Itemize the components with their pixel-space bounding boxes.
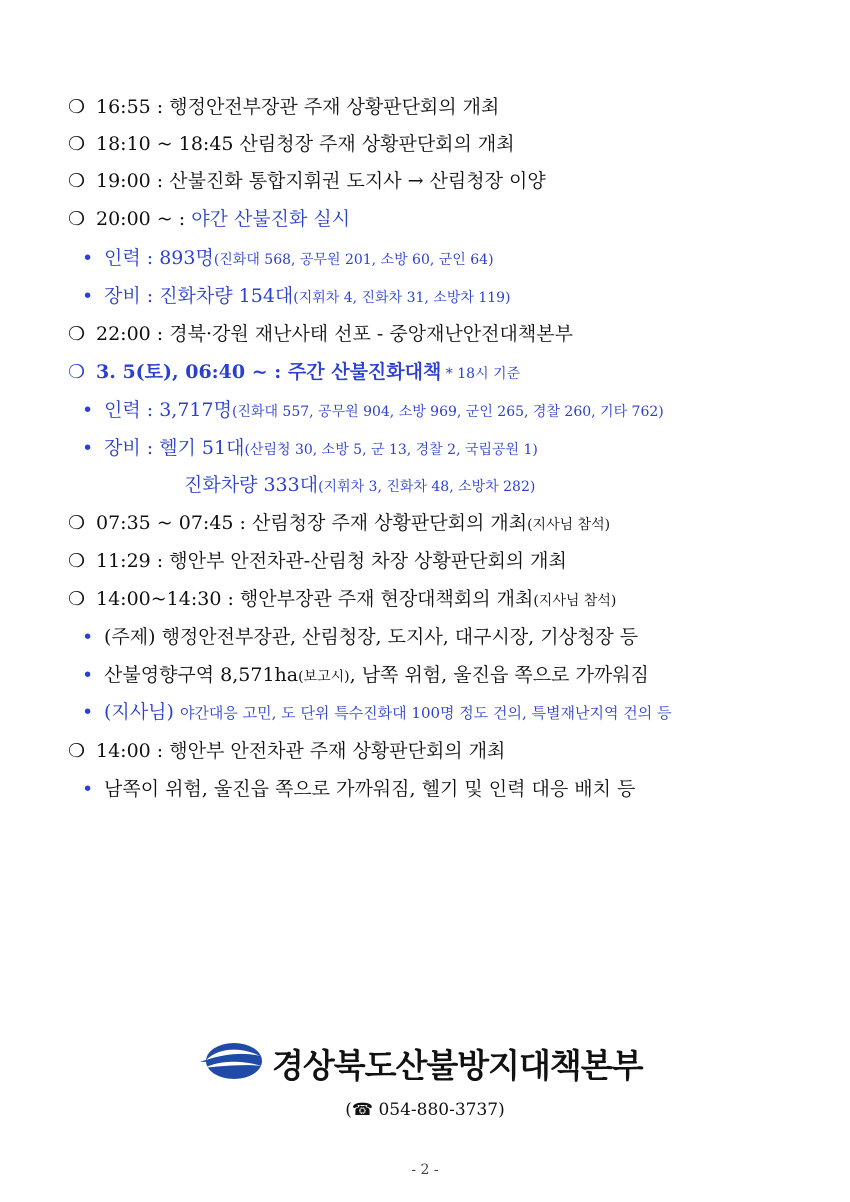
- item-main: 3. 5(토), 06:40 ~ : 주간 산불진화대책: [96, 361, 442, 383]
- sub-item: [68, 776, 635, 802]
- item-detail: (보고시): [298, 669, 350, 685]
- item-text: 18:10 ~ 18:45 산림청장 주재 상황판단회의 개최: [96, 133, 515, 155]
- sub-item: [68, 397, 664, 425]
- circle-bullet-icon: ❍: [68, 323, 86, 345]
- dot-bullet-icon: •: [82, 437, 94, 459]
- item-note: * 18시 기준: [441, 366, 521, 382]
- item-detail: (산림청 30, 소방 5, 군 13, 경찰 2, 국립공원 1): [244, 442, 538, 458]
- timeline-item: [68, 510, 610, 538]
- sub-item: [68, 245, 494, 273]
- circle-bullet-icon: ❍: [68, 740, 86, 762]
- timeline-item: [68, 168, 546, 194]
- item-main: 장비 : 진화차량 154대: [104, 285, 294, 307]
- org-logo: [200, 1034, 650, 1090]
- dot-bullet-icon: •: [82, 778, 94, 800]
- item-detail: (지휘차 3, 진화차 48, 소방차 282): [318, 479, 536, 495]
- org-name: 경상북도산불방지대책본부: [272, 1046, 643, 1085]
- item-text: (주제) 행정안전부장관, 산림청장, 도지사, 대구시장, 기상청장 등: [104, 626, 639, 648]
- sub-item: [68, 699, 672, 726]
- item-tail: , 남쪽 위험, 울진읍 쪽으로 가까워짐: [349, 664, 649, 686]
- item-main: 인력 : 3,717명: [104, 399, 232, 421]
- circle-bullet-icon: ❍: [68, 133, 86, 155]
- item-detail: (진화대 557, 공무원 904, 소방 969, 군인 265, 경찰 260, 기타 762): [231, 404, 664, 420]
- item-main: (지사님): [104, 701, 180, 723]
- dot-bullet-icon: •: [82, 285, 94, 307]
- page-number: - 2 -: [411, 1162, 439, 1178]
- circle-bullet-icon: ❍: [68, 550, 86, 572]
- item-detail: 야간대응 고민, 도 단위 특수진화대 100명 정도 건의, 특별재난지역 건의 등: [179, 704, 672, 722]
- timeline-item: [68, 321, 573, 347]
- item-detail: (지휘차 4, 진화차 31, 소방차 119): [293, 290, 511, 306]
- item-text: 남쪽이 위험, 울진읍 쪽으로 가까워짐, 헬기 및 인력 대응 배치 등: [104, 778, 636, 800]
- circle-bullet-icon: ❍: [68, 361, 86, 383]
- timeline-item: [68, 586, 616, 614]
- contact-phone: (☎ 054-880-3737): [345, 1100, 505, 1120]
- item-main: 07:35 ~ 07:45 : 산림청장 주재 상황판단회의 개최: [96, 512, 528, 534]
- dot-bullet-icon: •: [82, 626, 94, 648]
- item-text: 11:29 : 행안부 안전차관-산림청 차장 상황판단회의 개최: [96, 550, 567, 572]
- sub-item: [68, 662, 649, 690]
- timeline-item: [68, 131, 515, 157]
- timeline-item: [68, 738, 505, 764]
- org-emblem-icon: [200, 1038, 264, 1084]
- timeline-item: [68, 548, 567, 574]
- item-text: 19:00 : 산불진화 통합지휘권 도지사 → 산림청장 이양: [96, 170, 546, 192]
- item-main: 진화차량 333대: [184, 474, 319, 496]
- timeline-item: [68, 94, 499, 120]
- item-text: 22:00 : 경북·강원 재난사태 선포 - 중앙재난안전대책본부: [96, 323, 573, 345]
- circle-bullet-icon: ❍: [68, 170, 86, 192]
- timeline-item: [68, 206, 350, 232]
- sub-item: [68, 283, 511, 311]
- dot-bullet-icon: •: [82, 247, 94, 269]
- item-time: 20:00 ~ :: [96, 208, 192, 230]
- item-main: 장비 : 헬기 51대: [104, 437, 245, 459]
- circle-bullet-icon: ❍: [68, 96, 86, 118]
- dot-bullet-icon: •: [82, 664, 94, 686]
- dot-bullet-icon: •: [82, 701, 94, 723]
- item-text: 16:55 : 행정안전부장관 주재 상황판단회의 개최: [96, 96, 500, 118]
- sub-item-continued: [184, 472, 535, 500]
- timeline-item: [68, 359, 520, 387]
- sub-item: [68, 624, 638, 650]
- item-text: 14:00 : 행안부 안전차관 주재 상황판단회의 개최: [96, 740, 506, 762]
- sub-item: [68, 435, 538, 463]
- circle-bullet-icon: ❍: [68, 208, 86, 230]
- item-note: (지사님 참석): [527, 517, 611, 533]
- dot-bullet-icon: •: [82, 399, 94, 421]
- item-detail: (진화대 568, 공무원 201, 소방 60, 군인 64): [213, 252, 494, 268]
- item-main: 14:00~14:30 : 행안부장관 주재 현장대책회의 개최: [96, 588, 534, 610]
- item-note: (지사님 참석): [533, 593, 617, 609]
- item-main: 인력 : 893명: [104, 247, 214, 269]
- item-text-highlight: 야간 산불진화 실시: [191, 208, 351, 230]
- item-main: 산불영향구역 8,571ha: [104, 664, 299, 686]
- circle-bullet-icon: ❍: [68, 512, 86, 534]
- circle-bullet-icon: ❍: [68, 588, 86, 610]
